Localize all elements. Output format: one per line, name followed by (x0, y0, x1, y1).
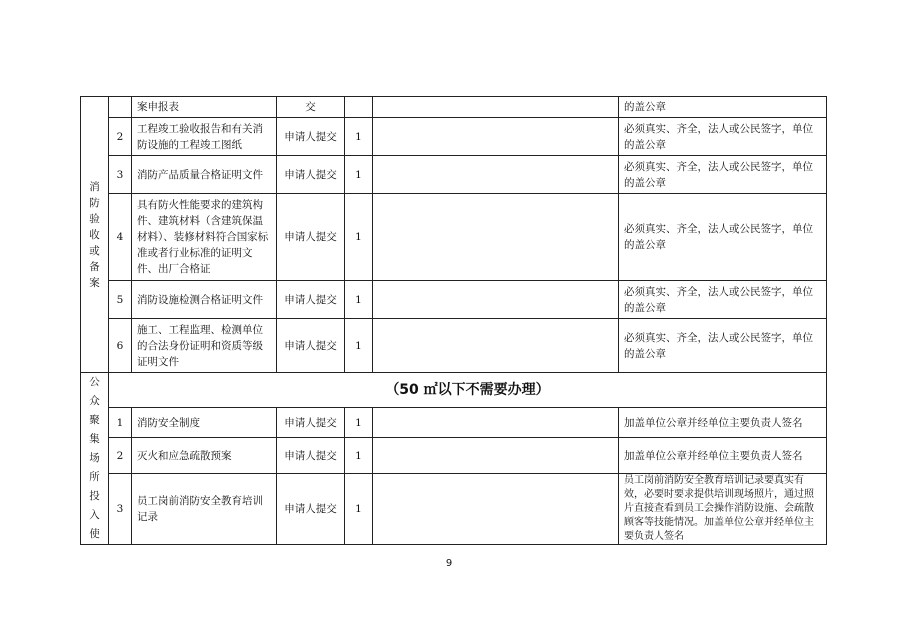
item-number: 2 (109, 438, 132, 474)
blank-cell (373, 319, 619, 373)
table-row (81, 319, 827, 373)
item-number: 3 (109, 156, 132, 194)
requirement-note: 必须真实、齐全，法人或公民签字，单位的盖公章 (619, 319, 827, 373)
item-name: 施工、工程监理、检测单位的合法身份证明和资质等级证明文件 (132, 319, 277, 373)
item-name: 消防安全制度 (132, 408, 277, 438)
item-name: 员工岗前消防安全教育培训记录 (132, 474, 277, 545)
copy-count: 1 (345, 281, 373, 319)
blank-cell (373, 408, 619, 438)
submission-method: 申请人提交 (277, 281, 345, 319)
item-number: 4 (109, 194, 132, 281)
page-number: 9 (445, 558, 453, 569)
copy-count: 1 (345, 156, 373, 194)
blank-cell (373, 97, 619, 118)
copy-count: 1 (345, 319, 373, 373)
exemption-banner: （50 ㎡以下不需要办理） (109, 373, 827, 408)
category-fire-acceptance: 消防验收或备案 (81, 97, 109, 373)
category-public-venue: 公众聚集场所投入使 (81, 373, 109, 545)
submission-method: 申请人提交 (277, 319, 345, 373)
copy-count (345, 97, 373, 118)
item-name: 消防产品质量合格证明文件 (132, 156, 277, 194)
item-number (109, 97, 132, 118)
requirement-note: 必须真实、齐全，法人或公民签字，单位的盖公章 (619, 281, 827, 319)
table-row (81, 408, 827, 438)
copy-count: 1 (345, 118, 373, 156)
copy-count: 1 (345, 408, 373, 438)
requirements-table (80, 96, 827, 545)
submission-method: 申请人提交 (277, 118, 345, 156)
table-row (81, 281, 827, 319)
item-name: 具有防火性能要求的建筑构件、建筑材料（含建筑保温材料）、装修材料符合国家标准或者行业标准的证明文件、出厂合格证 (132, 194, 277, 281)
requirement-note: 必须真实、齐全，法人或公民签字，单位的盖公章 (619, 156, 827, 194)
requirement-note: 的盖公章 (619, 97, 827, 118)
table-row (81, 156, 827, 194)
table-row (81, 474, 827, 545)
submission-method: 申请人提交 (277, 156, 345, 194)
submission-method: 申请人提交 (277, 474, 345, 545)
table-row (81, 373, 827, 408)
table-row (81, 194, 827, 281)
requirement-note: 必须真实、齐全，法人或公民签字，单位的盖公章 (619, 194, 827, 281)
submission-method: 申请人提交 (277, 438, 345, 474)
table-row (81, 438, 827, 474)
requirement-note: 必须真实、齐全，法人或公民签字，单位的盖公章 (619, 118, 827, 156)
blank-cell (373, 281, 619, 319)
submission-method: 交 (277, 97, 345, 118)
blank-cell (373, 194, 619, 281)
item-name: 案申报表 (132, 97, 277, 118)
copy-count: 1 (345, 438, 373, 474)
item-name: 消防设施检测合格证明文件 (132, 281, 277, 319)
table-row (81, 118, 827, 156)
blank-cell (373, 118, 619, 156)
table-row (81, 97, 827, 118)
item-number: 6 (109, 319, 132, 373)
requirement-note: 加盖单位公章并经单位主要负责人签名 (619, 408, 827, 438)
item-number: 1 (109, 408, 132, 438)
item-number: 5 (109, 281, 132, 319)
blank-cell (373, 474, 619, 545)
requirement-note: 员工岗前消防安全教育培训记录要真实有效，必要时要求提供培训现场照片，通过照片直接查看到员工会操作消防设施、会疏散顾客等技能情况。加盖单位公章并经单位主要负责人签名 (619, 474, 827, 545)
blank-cell (373, 156, 619, 194)
submission-method: 申请人提交 (277, 408, 345, 438)
copy-count: 1 (345, 474, 373, 545)
item-number: 3 (109, 474, 132, 545)
blank-cell (373, 438, 619, 474)
item-number: 2 (109, 118, 132, 156)
requirement-note: 加盖单位公章并经单位主要负责人签名 (619, 438, 827, 474)
copy-count: 1 (345, 194, 373, 281)
item-name: 工程竣工验收报告和有关消防设施的工程竣工图纸 (132, 118, 277, 156)
submission-method: 申请人提交 (277, 194, 345, 281)
item-name: 灭火和应急疏散预案 (132, 438, 277, 474)
